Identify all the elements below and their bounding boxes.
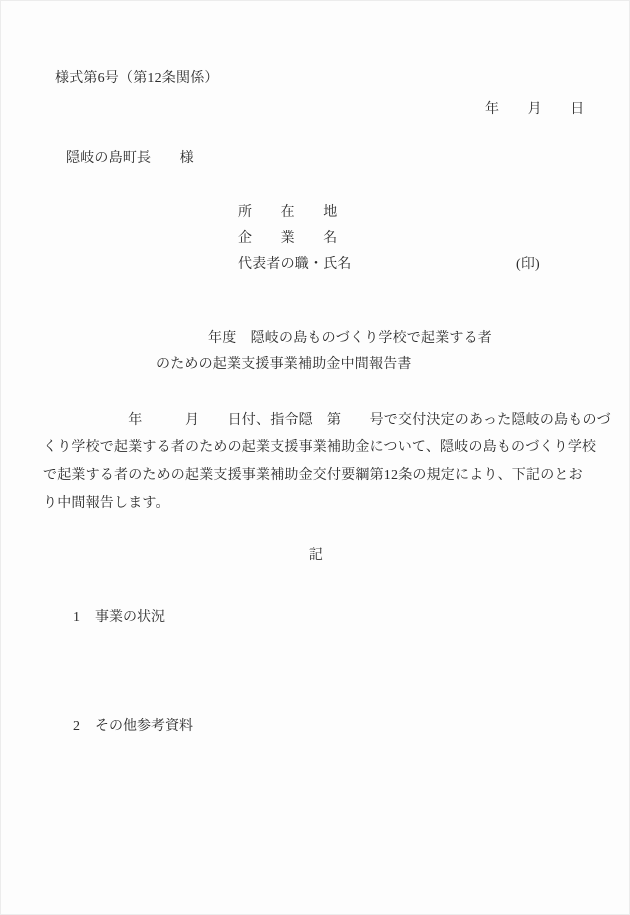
body-paragraph-line-4: り中間報告します。 [43,496,170,511]
list-item-1-label: 事業の状況 [95,610,165,625]
date-line: 年 月 日 [485,102,585,117]
list-item-2-number: 2 [73,719,80,734]
body-paragraph-line-2: くり学校で起業する者のための起業支援事業補助金について、隠岐の島ものづくり学校 [43,440,597,455]
addressee-line: 隠岐の島町長 様 [66,151,194,166]
list-item-2 [59,703,193,751]
document-title-line-2: のための起業支援事業補助金中間報告書 [156,357,412,372]
body-paragraph-line-1: 年 月 日付、指令隠 第 号で交付決定のあった隠岐の島ものづ [43,413,611,428]
form-number: 様式第6号（第12条関係） [55,71,219,86]
body-paragraph-line-3: で起業する者のための起業支援事業補助金交付要綱第12条の規定により、下記のとお [43,468,583,483]
ki-heading: 記 [308,548,324,563]
seal-mark: (印) [516,257,540,272]
sender-company-label: 企 業 名 [238,231,338,246]
document-title-line-1: 年度 隠岐の島ものづくり学校で起業する者 [208,331,492,346]
list-item-1 [59,594,165,642]
sender-address-label: 所 在 地 [238,205,338,220]
list-item-1-number: 1 [73,610,80,625]
sender-representative-label: 代表者の職・氏名 [238,257,352,272]
list-item-2-label: その他参考資料 [95,719,193,734]
